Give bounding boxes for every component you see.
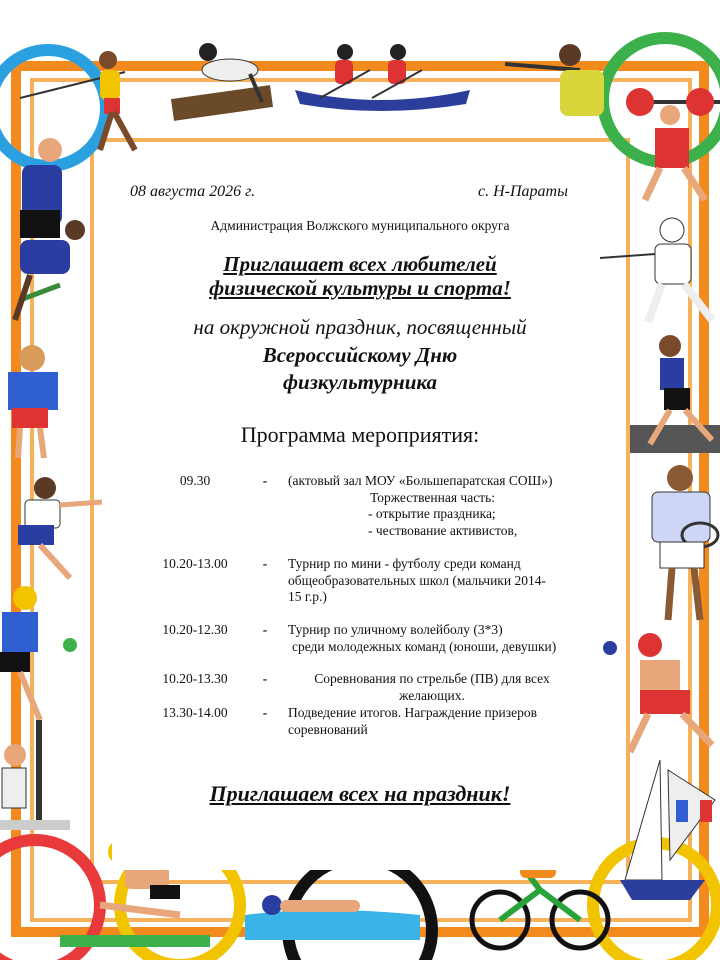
program-time: 09.30 (179, 473, 211, 488)
program-title: Программа мероприятия: (240, 422, 480, 447)
program-description: (актовый зал МОУ «Большепаратская СОШ») Торжественная часть: - открытие праздника; - чествование активистов, (288, 473, 553, 538)
program-description: Турнир по уличному волейболу (3*3) среди молодежных команд (юноши, девушки) (288, 622, 557, 654)
event-place: с. Н-Параты (478, 183, 568, 200)
occasion-text: на окружной праздник, посвященный (193, 315, 527, 339)
program-dash: - (262, 671, 268, 686)
program-description: Турнир по мини - футболу среди команд общеобразовательных школ (мальчики 2014- 15 г.р.) (288, 556, 546, 604)
program-time: 10.20-13.00 (162, 556, 228, 571)
program-time: 10.20-12.30 (162, 622, 228, 637)
holiday-name-line-2: физкультурника (283, 370, 437, 394)
program-time: 10.20-13.30 (162, 671, 228, 686)
invitation-line-1: Приглашает всех любителей (223, 252, 497, 276)
closing-invitation: Приглашаем всех на праздник! (209, 781, 511, 806)
program-description: Соревнования по стрельбе (ПВ) для всех желающих. (314, 671, 550, 703)
program-time: 13.30-14.00 (162, 705, 228, 720)
program-dash: - (262, 556, 268, 571)
invitation-line-2: физической культуры и спорта! (209, 276, 511, 300)
organizer: Администрация Волжского муниципального округа (210, 218, 510, 233)
program-dash: - (262, 705, 268, 720)
program-dash: - (262, 473, 268, 488)
program-description: Подведение итогов. Награждение призеров соревнований (288, 705, 537, 737)
holiday-name-line-1: Всероссийскому Дню (262, 343, 458, 367)
event-date: 08 августа 2026 г. (130, 183, 256, 200)
program-dash: - (262, 622, 268, 637)
